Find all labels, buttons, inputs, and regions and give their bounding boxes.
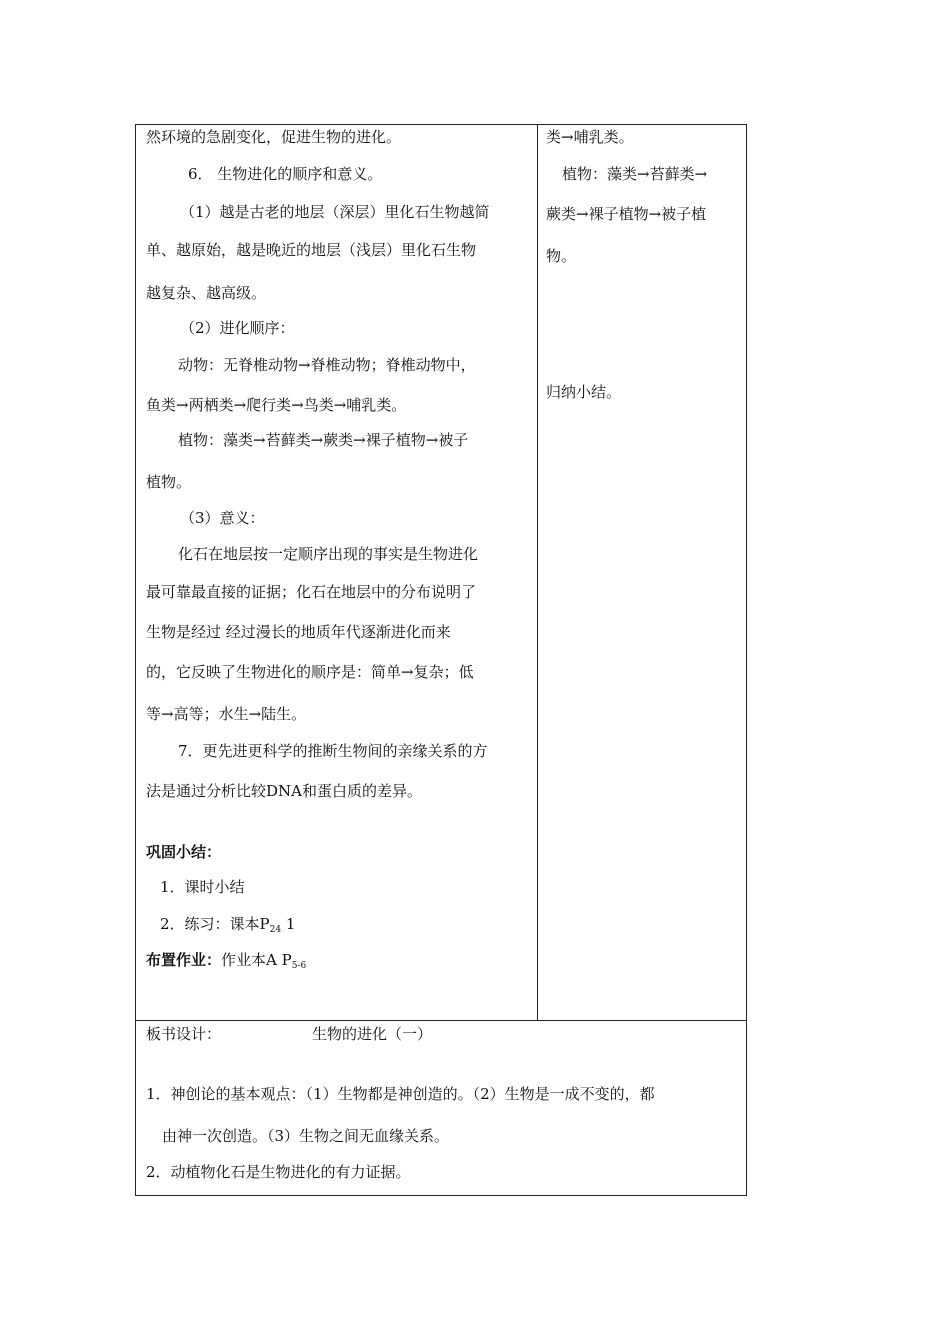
text-line: 等→高等；水生→陆生。 — [146, 705, 307, 723]
homework-subscript: 5-6 — [291, 961, 307, 971]
board-title: 生物的进化（一） — [312, 1025, 433, 1043]
consolidate-heading: 巩固小结： — [146, 843, 222, 861]
text-line: （3）意义： — [180, 509, 265, 527]
column-divider — [537, 124, 538, 1020]
text-line: 归纳小结。 — [546, 383, 622, 401]
text-line: 的，它反映了生物进化的顺序是：简单→复杂；低 — [146, 663, 474, 681]
text-line: 越复杂、越高级。 — [146, 284, 267, 302]
section-heading: 7．更先进更科学的推断生物间的亲缘关系的方 — [178, 742, 488, 760]
exercise-number: 1 — [281, 915, 296, 933]
board-label: 板书设计： — [146, 1025, 222, 1043]
text-line: 单、越原始，越是晚近的地层（浅层）里化石生物 — [146, 241, 477, 259]
text-line: 动物：无脊椎动物→脊椎动物；脊椎动物中， — [178, 356, 476, 374]
text-line: 植物：藻类→苔藓类→ — [562, 165, 708, 183]
exercise-text: 2．练习：课本P — [160, 915, 270, 933]
exercise-line — [160, 914, 295, 940]
page-subscript: 24 — [269, 925, 282, 935]
text-line: 植物。 — [146, 473, 192, 491]
text-line: 最可靠最直接的证据；化石在地层中的分布说明了 — [146, 583, 477, 601]
text-line: （2）进化顺序： — [180, 319, 295, 337]
homework-text: 作业本A P — [221, 951, 292, 969]
text-line: 物。 — [546, 247, 577, 265]
text-line: 植物：藻类→苔藓类→蕨类→裸子植物→被子 — [178, 431, 469, 449]
homework-heading: 布置作业： — [146, 951, 222, 969]
text-line: 生物是经过 经过漫长的地质年代逐渐进化而来 — [146, 623, 451, 641]
text-line: 法是通过分析比较DNA和蛋白质的差异。 — [146, 782, 422, 800]
text-line: 化石在地层按一定顺序出现的事实是生物进化 — [178, 545, 479, 563]
text-line: 1．课时小结 — [160, 878, 245, 896]
board-point-1: 1．神创论的基本观点：（1）生物都是神创造的。（2）生物是一成不变的，都 — [146, 1085, 655, 1103]
text-line: 然环境的急剧变化，促进生物的进化。 — [146, 128, 402, 146]
section-divider — [135, 1020, 747, 1021]
section-heading: 6． 生物进化的顺序和意义。 — [188, 165, 383, 183]
board-point-2: 2．动植物化石是生物进化的有力证据。 — [146, 1163, 411, 1181]
text-line: （1）越是古老的地层（深层）里化石生物越简 — [180, 203, 490, 221]
text-line: 蕨类→裸子植物→被子植 — [546, 205, 707, 223]
text-line: 类→哺乳类。 — [546, 128, 634, 146]
homework-line — [146, 950, 306, 976]
board-point-1-cont: 由神一次创造。（3）生物之间无血缘关系。 — [162, 1127, 450, 1145]
text-line: 鱼类→两栖类→爬行类→鸟类→哺乳类。 — [146, 396, 407, 414]
